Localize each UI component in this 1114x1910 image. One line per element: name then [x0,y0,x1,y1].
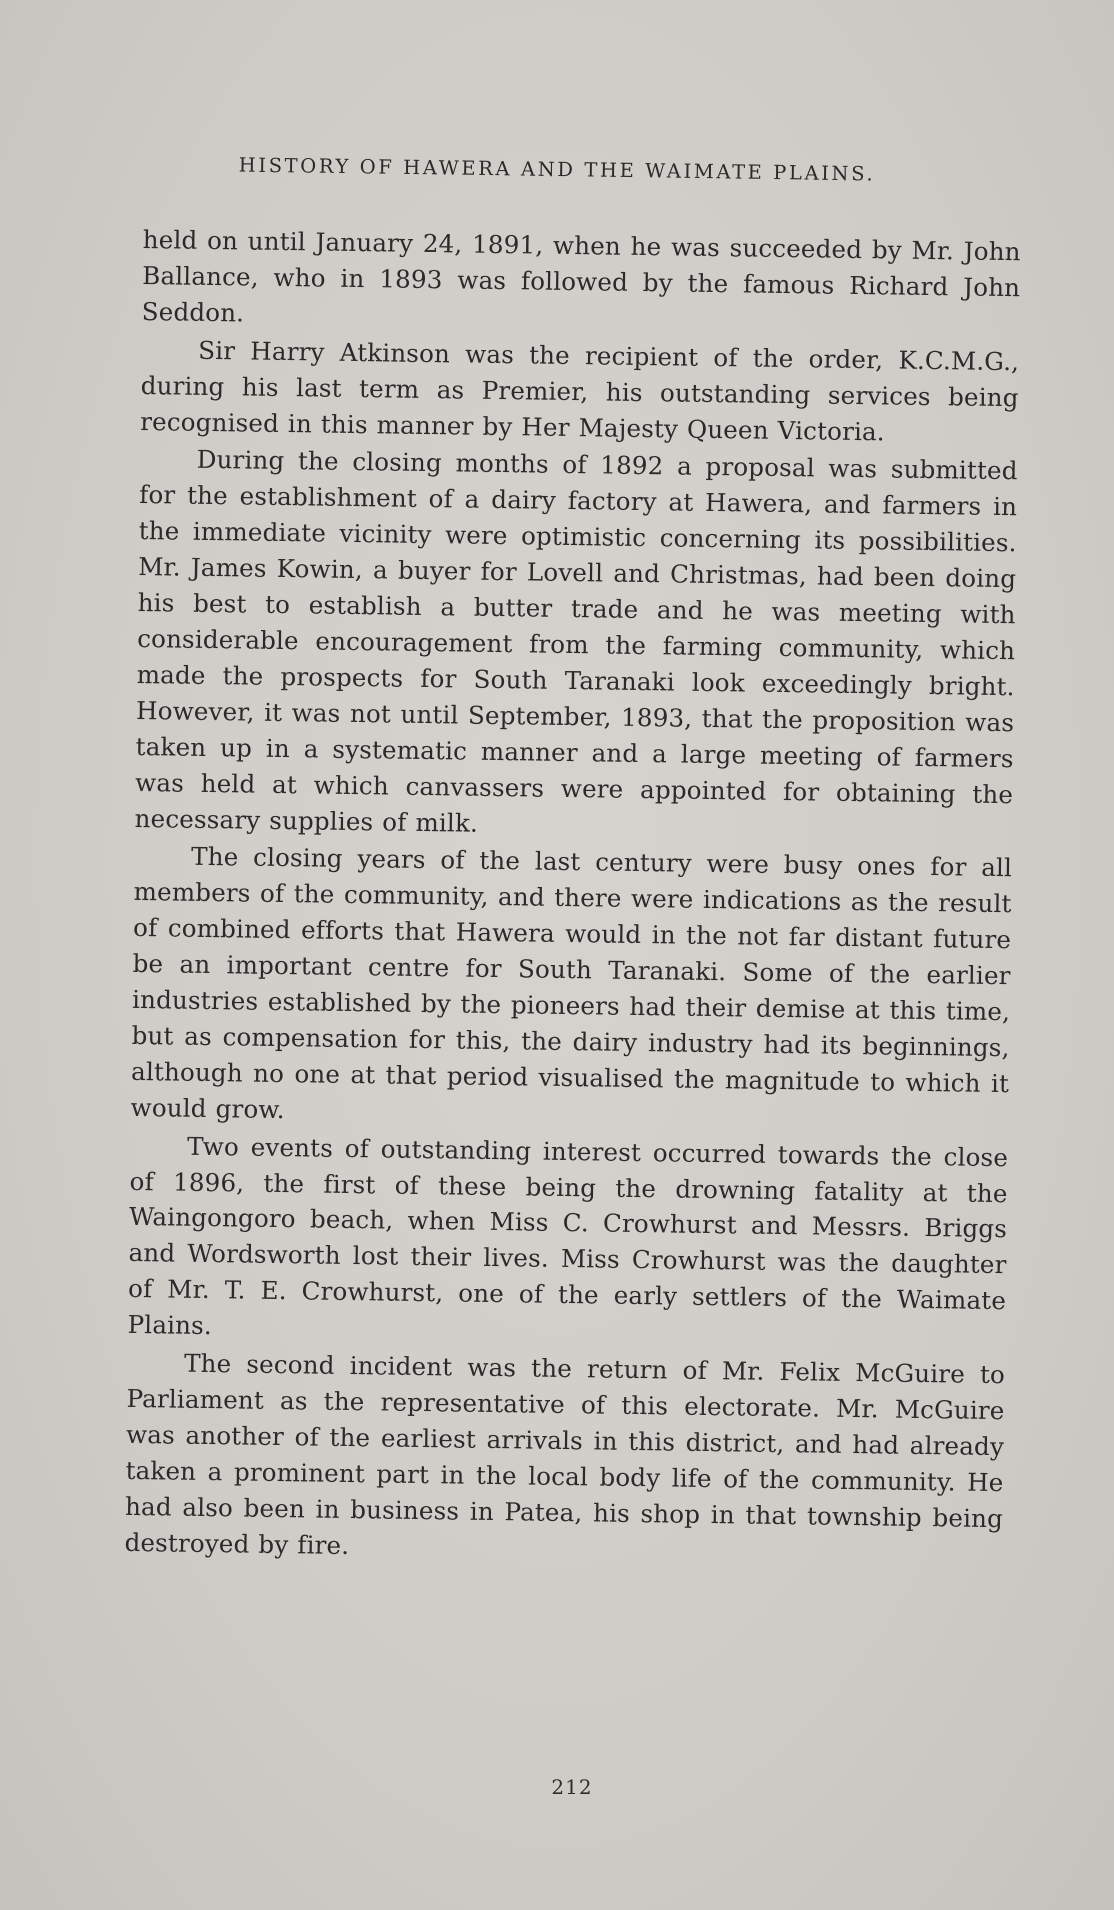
paragraph-6: The second incident was the return of Mr. Felix McGuire to Parliament as the representative of this electorate. Mr. McGuire was another of the earliest arrivals in this district, and had already taken a prominent part in the local body life of the community. He had also been in business in Patea, his shop in that township being destroyed by fire. [124,1348,1006,1560]
paragraph-3: During the closing months of 1892 a proposal was submitted for the establishment of a dairy factory at Hawera, and farmers in the immediate vicinity were optimistic concerning its possibilities. Mr. James Kowin, a buyer for Lovell and Christmas, had been doing his best to establish a butter trade and he was meeting with considerable encouragement from the farming community, which made the prospects for South Taranaki look exceedingly bright. However, it was not until September, 1893, that the proposition was taken up in a systematic manner and a large meeting of farmers was held at which canvassers were appointed for obtaining the necessary supplies of milk. [134,445,1018,838]
running-header: HISTORY OF HAWERA AND THE WAIMATE PLAINS. [238,153,876,186]
paragraph-1: held on until January 24, 1891, when he was succeeded by Mr. John Ballance, who in 1893 was followed by the famous Richard John Seddon. [141,224,1021,328]
body-text [124,222,1021,1573]
paragraph-2: Sir Harry Atkinson was the recipient of the order, K.C.M.G., during his last term as Premier, his outstanding services being recognised in this manner by Her Majesty Queen Victoria. [140,335,1020,446]
paragraph-5: Two events of outstanding interest occurred towards the close of 1896, the first of these being the drowning fatality at the Waingongoro beach, when Miss C. Crowhurst and Messrs. Briggs and Wordsworth lost their lives. Miss Crowhurst was the daughter of Mr. T. E. Crowhurst, one of the early settlers of the Waimate Plains. [127,1131,1009,1341]
paragraph-4: The closing years of the last century were busy ones for all members of the community, and there were indications as the result of combined efforts that Hawera would in the not far distant future be an important centre for South Taranaki. Some of the earlier industries established by the pioneers had their demise at this time, but as compensation for this, the dairy industry had its beginnings, although no one at that period visualised the magnitude to which it would grow. [130,842,1013,1124]
page-number: 212 [551,1775,593,1799]
